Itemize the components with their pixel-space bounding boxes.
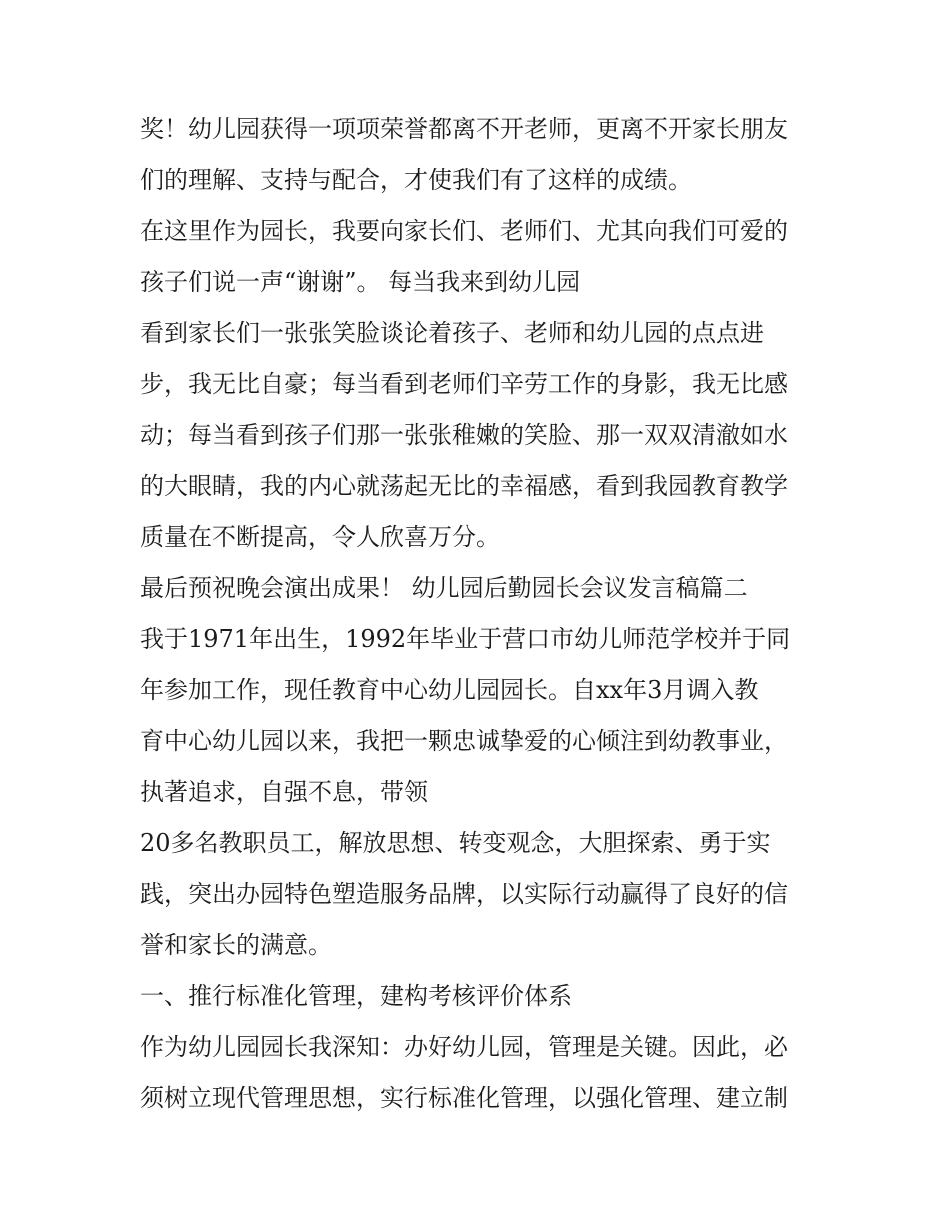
text-line: 誉和家长的满意。 bbox=[140, 931, 332, 959]
text-line: 们的理解、支持与配合，才使我们有了这样的成绩。 bbox=[140, 166, 692, 194]
text-line: 年参加工作，现任教育中心幼儿园园长。自xx年3月调入教 bbox=[140, 676, 759, 704]
text-line: 育中心幼儿园以来，我把一颗忠诚挚爱的心倾注到幼教事业， bbox=[140, 727, 788, 755]
text-line: 须树立现代管理思想，实行标准化管理，以强化管理、建立制 bbox=[140, 1084, 788, 1112]
text-line: 质量在不断提高，令人欣喜万分。 bbox=[140, 523, 500, 551]
text-line: 践，突出办园特色塑造服务品牌，以实际行动赢得了良好的信 bbox=[140, 880, 788, 908]
text-line: 执著追求，自强不息，带领 bbox=[140, 778, 428, 806]
text-line: 奖！幼儿园获得一项项荣誉都离不开老师，更离不开家长朋友 bbox=[140, 115, 788, 143]
text-line: 看到家长们一张张笑脸谈论着孩子、老师和幼儿园的点点进 bbox=[140, 319, 764, 347]
text-line: 我于1971年出生，1992年毕业于营口市幼儿师范学校并于同 bbox=[140, 625, 791, 653]
document-body bbox=[140, 104, 820, 1124]
text-line: 作为幼儿园园长我深知：办好幼儿园，管理是关键。因此，必 bbox=[140, 1033, 788, 1061]
text-line: 最后预祝晚会演出成果！ 幼儿园后勤园长会议发言稿篇二 bbox=[140, 574, 748, 602]
text-line: 20多名教职员工，解放思想、转变观念，大胆探索、勇于实 bbox=[140, 829, 771, 857]
text-line: 动；每当看到孩子们那一张张稚嫩的笑脸、那一双双清澈如水 bbox=[140, 421, 788, 449]
text-line: 步，我无比自豪；每当看到老师们辛劳工作的身影，我无比感 bbox=[140, 370, 788, 398]
text-line: 在这里作为园长，我要向家长们、老师们、尤其向我们可爱的 bbox=[140, 217, 788, 245]
section-heading: 一、推行标准化管理，建构考核评价体系 bbox=[140, 982, 572, 1010]
text-line: 的大眼睛，我的内心就荡起无比的幸福感，看到我园教育教学 bbox=[140, 472, 788, 500]
text-line: 孩子们说一声“谢谢”。 每当我来到幼儿园 bbox=[140, 268, 581, 296]
